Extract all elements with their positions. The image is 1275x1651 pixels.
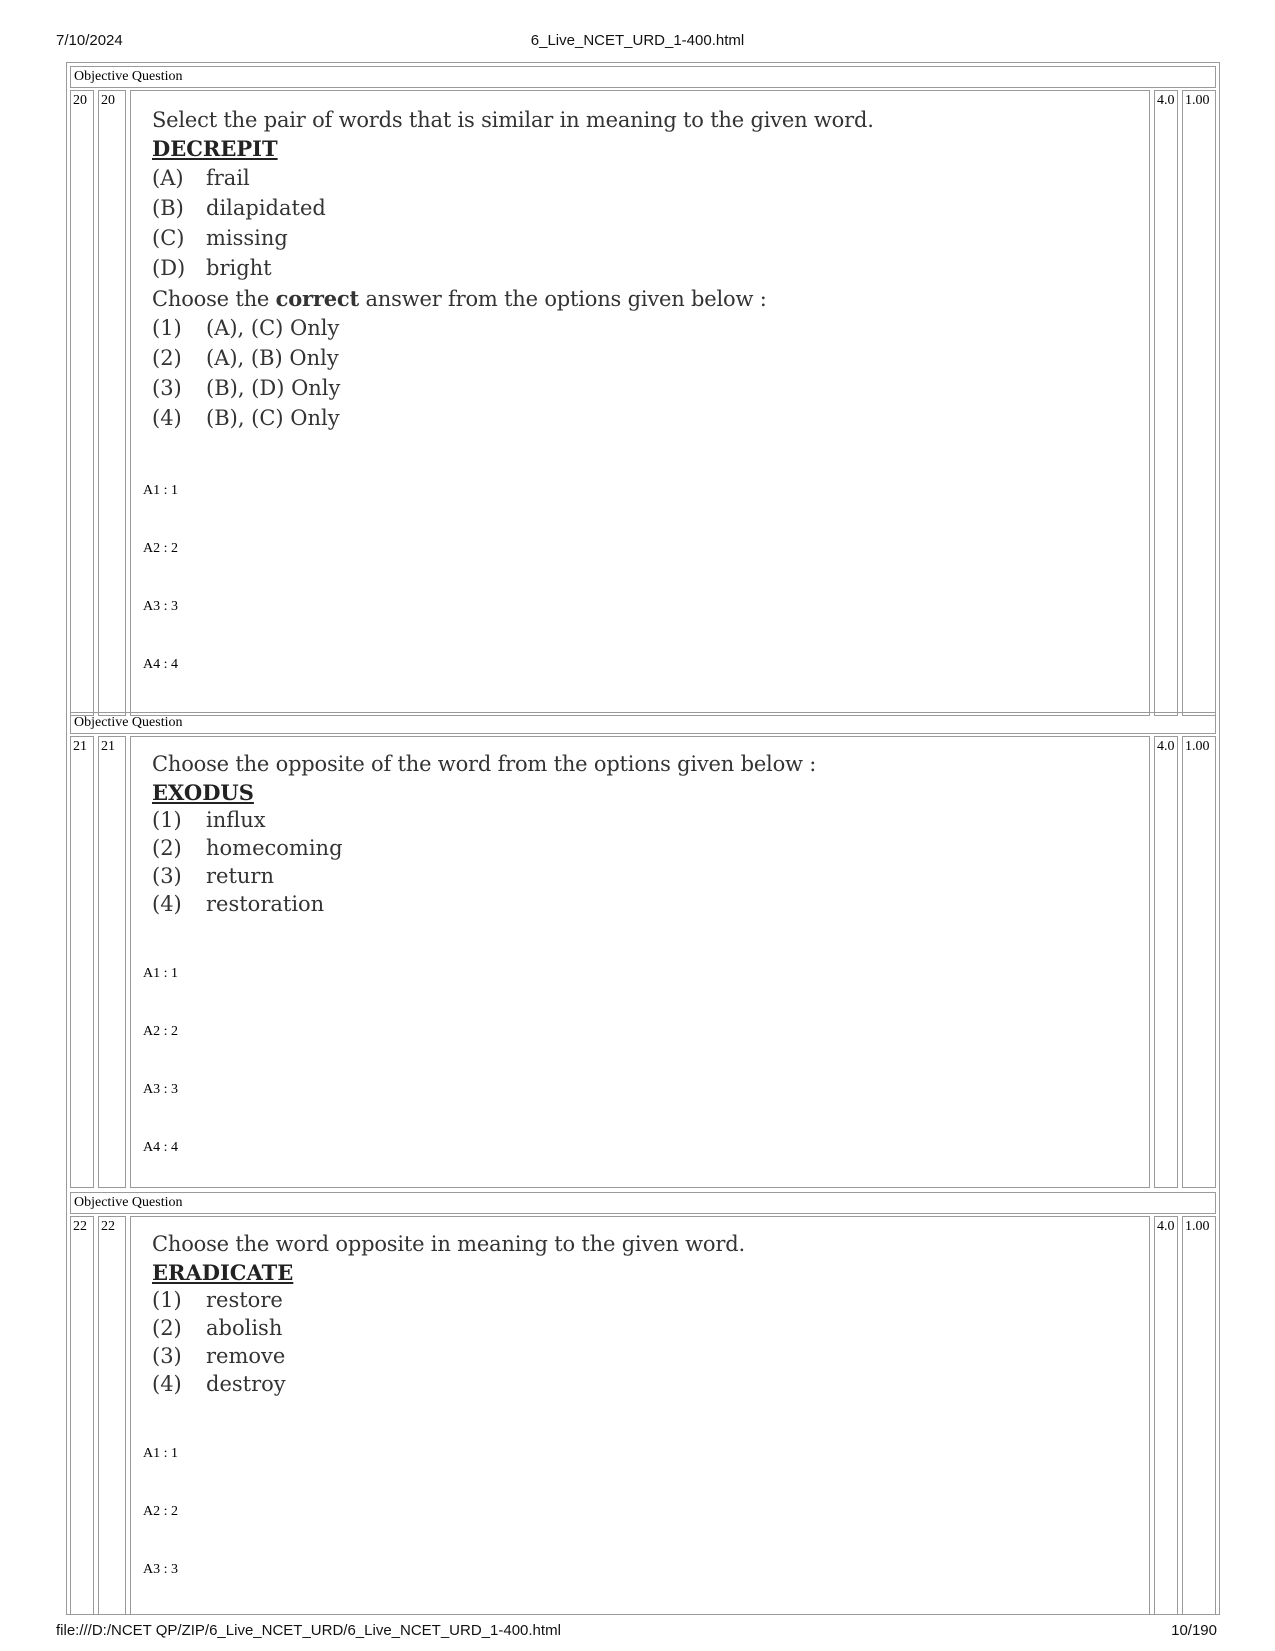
question-type-label: Objective Question <box>74 69 183 84</box>
question-keyword: DECREPIT <box>152 136 278 161</box>
question-id-cell <box>98 1216 126 1615</box>
question-stem: Choose the word opposite in meaning to the given word. <box>152 1232 745 1256</box>
answer-option: A4 : 4 <box>143 657 178 672</box>
answer-option: A3 : 3 <box>143 1562 178 1577</box>
question-type-bar <box>70 1192 1216 1214</box>
negative-marks-cell <box>1182 1216 1216 1615</box>
question-keyword: EXODUS <box>152 780 254 805</box>
negative-marks-cell <box>1182 90 1216 716</box>
print-title: 6_Live_NCET_URD_1-400.html <box>530 32 745 49</box>
serial-number: 22 <box>73 1219 87 1234</box>
answer-option: A2 : 2 <box>143 1504 178 1519</box>
answer-option: A2 : 2 <box>143 541 178 556</box>
question-keyword: ERADICATE <box>152 1260 294 1285</box>
negative-marks-value: 1.00 <box>1185 1219 1210 1234</box>
marks-cell <box>1154 90 1178 716</box>
question-stem: Select the pair of words that is similar in meaning to the given word. <box>152 108 874 132</box>
question-id: 21 <box>101 739 115 754</box>
question-id-cell <box>98 90 126 716</box>
serial-number: 21 <box>73 739 87 754</box>
answer-option: A1 : 1 <box>143 966 178 981</box>
answer-option: A3 : 3 <box>143 599 178 614</box>
answer-option: A1 : 1 <box>143 1446 178 1461</box>
serial-cell <box>70 1216 94 1615</box>
negative-marks-cell <box>1182 736 1216 1188</box>
negative-marks-value: 1.00 <box>1185 93 1210 108</box>
serial-number: 20 <box>73 93 87 108</box>
choose-instruction: Choose the correct answer from the options given below : <box>152 286 767 311</box>
answer-option: A2 : 2 <box>143 1024 178 1039</box>
print-page-number: 10/190 <box>1171 1622 1217 1639</box>
answer-option: A3 : 3 <box>143 1082 178 1097</box>
question-body-cell <box>130 736 1150 1188</box>
marks-cell <box>1154 1216 1178 1615</box>
question-type-bar <box>70 66 1216 88</box>
answer-option: A1 : 1 <box>143 483 178 498</box>
print-file-path: file:///D:/NCET QP/ZIP/6_Live_NCET_URD/6_Live_NCET_URD_1-400.html <box>56 1622 561 1639</box>
question-type-bar <box>70 712 1216 734</box>
question-type-label: Objective Question <box>74 1195 183 1210</box>
print-date: 7/10/2024 <box>56 32 123 49</box>
marks-cell <box>1154 736 1178 1188</box>
question-id-cell <box>98 736 126 1188</box>
question-id: 22 <box>101 1219 115 1234</box>
marks-value: 4.0 <box>1157 739 1175 754</box>
question-id: 20 <box>101 93 115 108</box>
marks-value: 4.0 <box>1157 93 1175 108</box>
question-body-cell <box>130 90 1150 716</box>
marks-value: 4.0 <box>1157 1219 1175 1234</box>
question-type-label: Objective Question <box>74 715 183 730</box>
serial-cell <box>70 90 94 716</box>
question-stem: Choose the opposite of the word from the options given below : <box>152 752 817 776</box>
answer-option: A4 : 4 <box>143 1140 178 1155</box>
serial-cell <box>70 736 94 1188</box>
negative-marks-value: 1.00 <box>1185 739 1210 754</box>
